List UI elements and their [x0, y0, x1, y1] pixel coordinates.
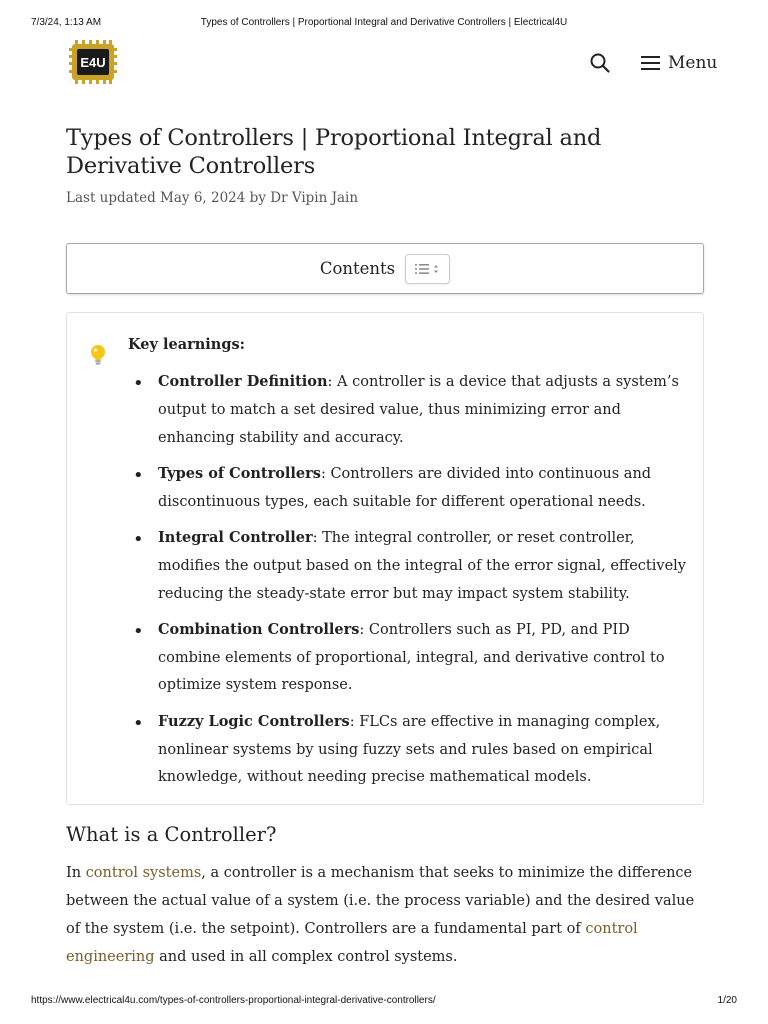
item-term: Combination Controllers	[158, 620, 360, 638]
item-term: Integral Controller	[158, 528, 313, 546]
menu-button[interactable]	[641, 50, 717, 76]
search-button[interactable]	[589, 52, 611, 74]
control-engineering-link[interactable]: control engineering	[66, 921, 638, 965]
print-timestamp: 7/3/24, 1:13 AM	[31, 17, 102, 28]
updated-date[interactable]: May 6, 2024	[160, 190, 246, 206]
toc-title: Contents	[319, 259, 396, 278]
meta-prefix: Last updated	[66, 190, 156, 206]
key-learnings-heading: Key learnings:	[128, 336, 245, 353]
lightbulb-icon	[88, 343, 108, 367]
para-text-3: and used in all complex control systems.	[154, 949, 458, 965]
key-learnings-box	[66, 312, 704, 805]
list-item	[128, 616, 688, 700]
page-title: Types of Controllers | Proportional Integral and Derivative Controllers	[66, 125, 602, 179]
list-item	[128, 708, 688, 792]
print-page-number: 1/20	[717, 995, 737, 1006]
item-text: : Controllers such as PI, PD, and PID combine elements of proportional, integral, and derivative control to optimize system response.	[158, 621, 665, 694]
item-text: : A controller is a device that adjusts a system’s output to match a set desired value, thus minimizing error and enhancing stability and accuracy.	[158, 374, 679, 446]
print-header	[0, 17, 768, 31]
logo-text: E4U	[80, 55, 106, 70]
print-page-title: Types of Controllers | Proportional Integral and Derivative Controllers | Electrical4U	[200, 17, 568, 28]
hamburger-icon	[641, 55, 660, 71]
author-link[interactable]: Dr Vipin Jain	[270, 190, 359, 206]
print-url: https://www.electrical4u.com/types-of-controllers-proportional-integral-derivative-controllers/	[31, 995, 436, 1006]
para-text-1: In	[66, 865, 86, 881]
item-text: : Controllers are divided into continuous and discontinuous types, each suitable for different operational needs.	[158, 465, 652, 510]
site-logo[interactable]	[69, 40, 117, 84]
item-term: Fuzzy Logic Controllers	[158, 712, 350, 730]
search-icon	[589, 52, 611, 74]
list-toggle-icon	[415, 263, 441, 275]
item-term: Types of Controllers	[158, 464, 321, 482]
key-learnings-list	[128, 368, 688, 800]
table-of-contents	[66, 243, 704, 294]
section-heading: What is a Controller?	[66, 823, 277, 846]
list-item	[128, 368, 688, 452]
item-term: Controller Definition	[158, 373, 328, 390]
article-meta	[66, 190, 358, 206]
menu-label: Menu	[668, 53, 718, 73]
toc-toggle-button[interactable]	[405, 254, 450, 284]
section-paragraph	[66, 859, 706, 971]
list-item	[128, 524, 688, 608]
item-text: : The integral controller, or reset controller, modifies the output based on the integral of the error signal, effectively reducing the steady-state error but may impact system stability.	[158, 529, 686, 602]
meta-by: by	[249, 190, 266, 206]
list-item	[128, 460, 688, 517]
control-systems-link[interactable]: control systems	[85, 865, 202, 881]
print-footer	[0, 995, 768, 1009]
item-text: : FLCs are effective in managing complex, nonlinear systems by using fuzzy sets and rules based on empirical knowledge, without needing precise mathematical models.	[158, 713, 661, 786]
para-text-2: , a controller is a mechanism that seeks to minimize the difference between the actual value of a system (i.e. the process variable) and the desired value of the system (i.e. the setpoint). Controllers are a fundamental part of	[66, 865, 695, 937]
